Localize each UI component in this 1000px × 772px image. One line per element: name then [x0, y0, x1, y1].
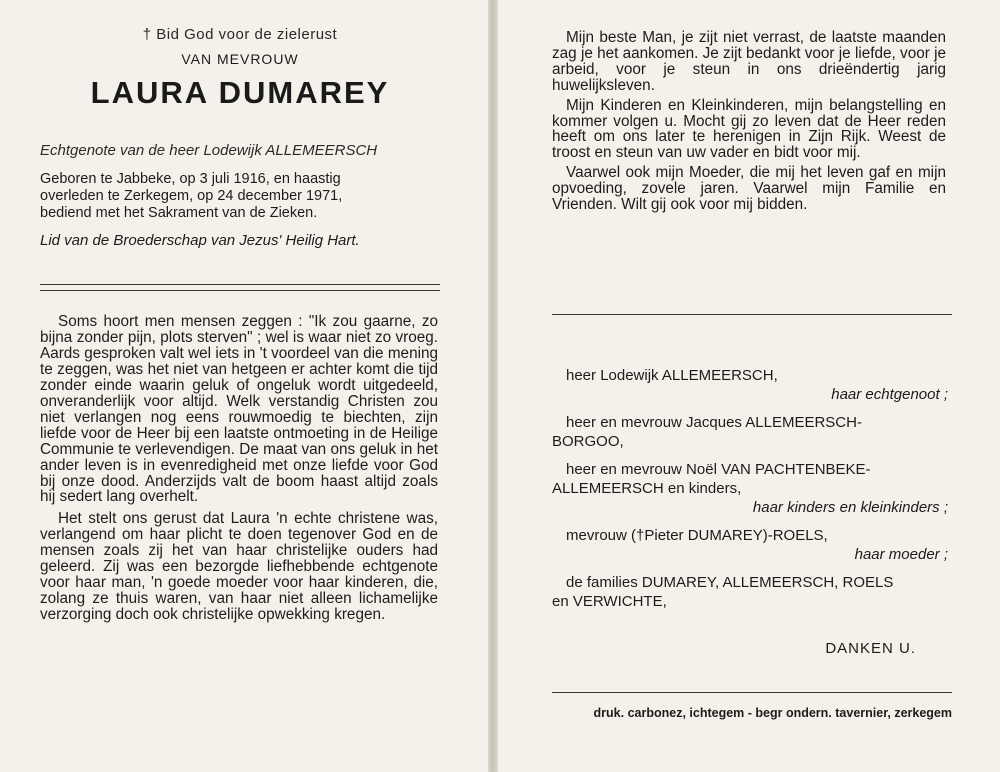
- family-entry: [552, 366, 952, 404]
- family-name-continued: ALLEMEERSCH en kinders,: [552, 480, 742, 497]
- brotherhood-line: Lid van de Broederschap van Jezus' Heilig Hart.: [40, 232, 360, 249]
- double-divider: [40, 284, 440, 291]
- family-entry: [552, 460, 952, 517]
- born-line: Geboren te Jabbeke, op 3 juli 1916, en haastig: [40, 171, 341, 187]
- spouse-line: Echtgenote van de heer Lodewijk ALLEMEERSCH: [40, 142, 378, 159]
- farewell-paragraph: Mijn beste Man, je zijt niet verrast, de laatste maanden zag je het aankomen. Je zijt bedankt voor je liefde, voor je arbeid, voor je steun in ons drieëndertig jarig huwelijksleven.: [552, 29, 946, 94]
- family-role: haar echtgenoot ;: [831, 386, 948, 403]
- left-page: [0, 0, 490, 772]
- family-name: heer Lodewijk ALLEMEERSCH,: [566, 367, 778, 384]
- divider: [552, 314, 952, 315]
- family-entry: [552, 526, 952, 564]
- farewell-paragraph: Vaarwel ook mijn Moeder, die mij het leven gaf en mijn opvoeding, zovele jaren. Vaarwel mijn Familie en Vrienden. Wilt gij ook voor mij bidden.: [552, 164, 946, 214]
- family-name-continued: en VERWICHTE,: [552, 593, 667, 610]
- reflection-text: [40, 314, 438, 629]
- family-entry: [552, 573, 952, 611]
- farewell-paragraph: Mijn Kinderen en Kleinkinderen, mijn belangstelling en kommer volgen u. Mocht gij zo leven dat de Heer reden heeft om ons later te herenigen in Zijn Rijk. Weest de troost en steun van uw vader en bidt voor mij.: [552, 96, 946, 162]
- family-name-continued: BORGOO,: [552, 433, 624, 450]
- died-line: overleden te Zerkegem, op 24 december 1971,: [40, 188, 343, 204]
- thanks-line: DANKEN U.: [825, 640, 916, 657]
- prayer-line: † Bid God voor de zielerust: [142, 26, 338, 43]
- family-name: heer en mevrouw Jacques ALLEMEERSCH-: [566, 414, 862, 431]
- reflection-paragraph: Het stelt ons gerust dat Laura 'n echte christene was, verlangend om haar plicht te doen tegenover God en de mensen zoals zij het van haar christelijke ouders had geleerd. Zij was een bezorgde liefhebbende echtgenote voor haar man, 'n goede moeder voor haar kinderen, die, zolang ze thuis waren, van haar niet alleen lichamelijke verzorging doch ook christelijke opwekking kregen.: [40, 510, 438, 624]
- right-page: [496, 0, 1000, 772]
- family-role: haar kinders en kleinkinders ;: [752, 499, 948, 516]
- farewell-text: [552, 30, 946, 217]
- family-role: haar moeder ;: [854, 546, 948, 563]
- sacrament-line: bediend met het Sakrament van de Zieken.: [40, 205, 318, 221]
- family-name: de families DUMAREY, ALLEMEERSCH, ROELS: [566, 574, 894, 591]
- bottom-divider: [552, 692, 952, 693]
- family-name: heer en mevrouw Noël VAN PACHTENBEKE-: [566, 461, 871, 478]
- birth-death-details: [40, 171, 440, 222]
- deceased-name: LAURA DUMAREY: [90, 75, 390, 110]
- card-header: [40, 26, 440, 111]
- family-entry: [552, 413, 952, 451]
- family-name: mevrouw (†Pieter DUMAREY)-ROELS,: [566, 527, 828, 544]
- family-list: [552, 366, 952, 620]
- reflection-paragraph: Soms hoort men mensen zeggen : "Ik zou gaarne, zo bijna zonder pijn, plots sterven" ; wel is waar niet zo vroeg. Aards gesproken valt wel iets in 't voordeel van die mening te zeggen, was het niet van hetgeen er achter komt die tijd zonder einde waarin geluk of ongeluk wordt uitgedeeld, onveranderlijk voor altijd. Welk verstandig Christen zou niet verlangen nog eens rouwmoedig te biechten, zijn liefde voor de Heer bij een laatste ontmoeting in de Heilige Communie te verlevendigen. De maat van ons geluk in het ander leven is in evenredigheid met onze liefde voor God bij onze dood. Anderzijds valt de boom haast altijd zoals hij sedert lang overhelt.: [40, 313, 438, 506]
- van-mevrouw: VAN MEVROUW: [181, 51, 299, 67]
- printer-credit: druk. carbonez, ichtegem - begr ondern. tavernier, zerkegem: [593, 706, 952, 720]
- biographical-details: [40, 142, 440, 249]
